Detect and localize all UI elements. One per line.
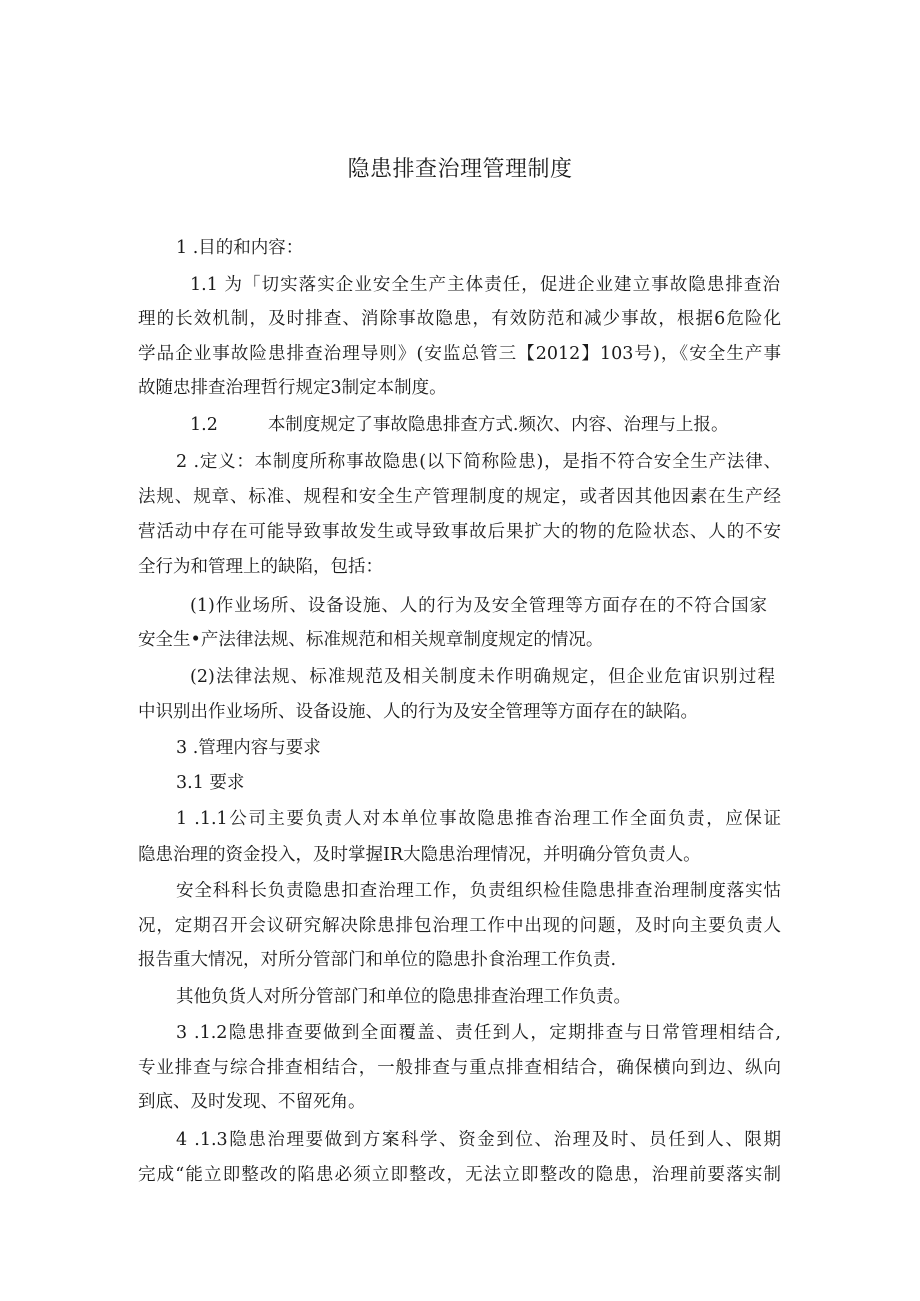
paragraph-line: (2)法律法规、标准规范及相关制度未作明确规定，但企业危宙识别过程 (190, 667, 775, 687)
paragraph-line: 况，定期召开会议研究解决除患排包治理工作中出现的问题，及时向主要负责人 (138, 916, 781, 936)
section-1-heading: 1 .目的和内容： (176, 238, 304, 258)
paragraph-line: 安全科科长负责隐患扣查治理工作，负责组织检佳隐患排查治理制度落实怙 (176, 881, 781, 901)
document-title: 隐患排查治理管理制度 (347, 157, 573, 182)
subsection-heading: 3.1 要求 (176, 773, 245, 793)
paragraph-line: 完成“能立即整改的陷患必须立即整改，无法立即整改的隐患，治理前要落实制 (138, 1165, 781, 1185)
paragraph-line: 4 .1.3隐患治理要做到方案科学、资金到位、治理及时、员任到人、限期 (176, 1130, 781, 1150)
paragraph-line: 其他负货人对所分管部门和单位的隐患排查治理工作负责。 (176, 987, 631, 1007)
paragraph-line: 全行为和管理上的缺陷，包括： (138, 557, 383, 577)
paragraph-line: 学品企业事故险患排查治理导则》(安监总管三【2012】103号)，《安全生产事 (138, 344, 781, 364)
section-3-heading: 3 .管理内容与要求 (176, 738, 321, 758)
paragraph-line: 报告重大情况，对所分管部门和单位的隐患扑食治理工作负责. (138, 950, 617, 970)
paragraph-line: 3 .1.2隐患排查要做到全面覆盖、责任到人，定期排查与日常管理相结合, (176, 1023, 781, 1043)
paragraph-line: 到底、及时发现、不留死角。 (138, 1092, 366, 1112)
paragraph-line: 中识别出作业场所、设备设施、人的行为及安全管理等方面存在的缺陷。 (138, 702, 698, 722)
paragraph-line: 故随忠排查治理哲行规定3制定本制度。 (138, 378, 447, 398)
paragraph-line: 1.2 本制度规定了事故隐患排查方式.频次、内容、治理与上报。 (190, 415, 729, 435)
paragraph-line: 理的长效机制，及时排查、消除事故隐患，有效防范和减少事故，根据6危险化 (138, 309, 781, 329)
paragraph-line: 1.1 为「切实落实企业安全生产主体责任，促进企业建立事故隐患排查治 (190, 275, 780, 295)
paragraph-line: 营活动中存在可能导致事故发生或导致事故后果扩大的物的危险状态、人的不安 (138, 522, 781, 542)
paragraph-line: (1)作业场所、设备设施、人的行为及安全管理等方面存在的不符合国家 (190, 596, 767, 616)
paragraph-line: 1 .1.1公司主要负责人对本单位事故隐患推杳治理工作全面负责，应保证 (176, 809, 781, 829)
paragraph-line: 专业排查与综合排查相结合，一般排查与重点排查相结合，确保横向到边、纵向 (138, 1058, 781, 1078)
paragraph-line: 安全生•产法律法规、标准规范和相关规章制度规定的情况。 (138, 630, 604, 650)
section-2-heading: 2 .定义：本制度所称事故隐患(以下简称险患)，是指不符合安全生产法律、 (176, 452, 781, 472)
paragraph-line: 隐患治理的资金投入，及时掌握IR大隐患治理情况，并明确分管负责人。 (138, 845, 701, 865)
paragraph-line: 法规、规章、标准、规程和安全生产管理制度的规定，或者因其他因素在生产经 (138, 487, 781, 507)
